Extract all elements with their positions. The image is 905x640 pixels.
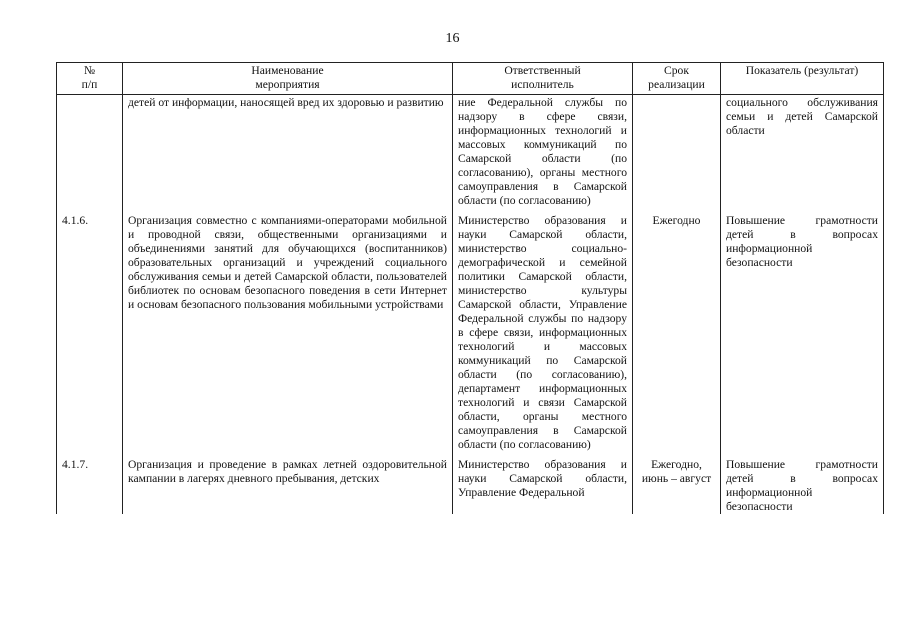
row-result: Повышение грамотности детей в вопросах информационной безопасности [721, 452, 884, 514]
row-term [633, 95, 721, 209]
row-number [57, 95, 123, 209]
row-name: Организация совместно с компаниями-операторами мобильной и проводной связи, общественными организациями и объединениями занятий для обучающихся (воспитанников) образовательных организаций и учреждений социального обслуживания семьи и детей Самарской области, пользователей библиотек по основам безопасного поведения в сети Интернет и основам безопасного пользования мобильными устройствами [123, 208, 453, 452]
row-number: 4.1.6. [57, 208, 123, 452]
row-number: 4.1.7. [57, 452, 123, 514]
row-executor: ние Федеральной службы по надзору в сфере связи, информационных технологий и массовых коммуникаций по Самарской области (по согласованию), органы местного самоуправления в Самарской области (по согласованию) [453, 95, 633, 209]
row-result: Повышение грамотности детей в вопросах информационной безопасности [721, 208, 884, 452]
row-term: Ежегодно, июнь – август [633, 452, 721, 514]
table-row [57, 208, 884, 452]
row-name: Организация и проведение в рамках летней оздоровительной кампании в лагерях дневного пребывания, детских [123, 452, 453, 514]
measures-table [56, 62, 884, 514]
row-result: социального обслуживания семьи и детей Самарской области [721, 95, 884, 209]
page-number: 16 [445, 31, 460, 46]
header-name: Наименование мероприятия [123, 63, 453, 95]
row-executor: Министерство образования и науки Самарской области, министерство социально-демографической и семейной политики Самарской области, министерство культуры Самарской области, Управление Федеральной службы по надзору в сфере связи, информационных технологий и массовых коммуникаций по Самарской области (по согласованию), департамент информационных технологий и связи Самарской области, органы местного самоуправления в Самарской области (по согласованию) [453, 208, 633, 452]
table-row [57, 452, 884, 514]
header-number: № п/п [57, 63, 123, 95]
header-result: Показатель (результат) [721, 63, 884, 95]
header-executor: Ответственный исполнитель [453, 63, 633, 95]
row-executor: Министерство образования и науки Самарской области, Управление Федеральной [453, 452, 633, 514]
row-term: Ежегодно [633, 208, 721, 452]
header-term: Срок реализации [633, 63, 721, 95]
row-name: детей от информации, наносящей вред их здоровью и развитию [123, 95, 453, 209]
table-header-row [57, 63, 884, 95]
table-row [57, 95, 884, 209]
